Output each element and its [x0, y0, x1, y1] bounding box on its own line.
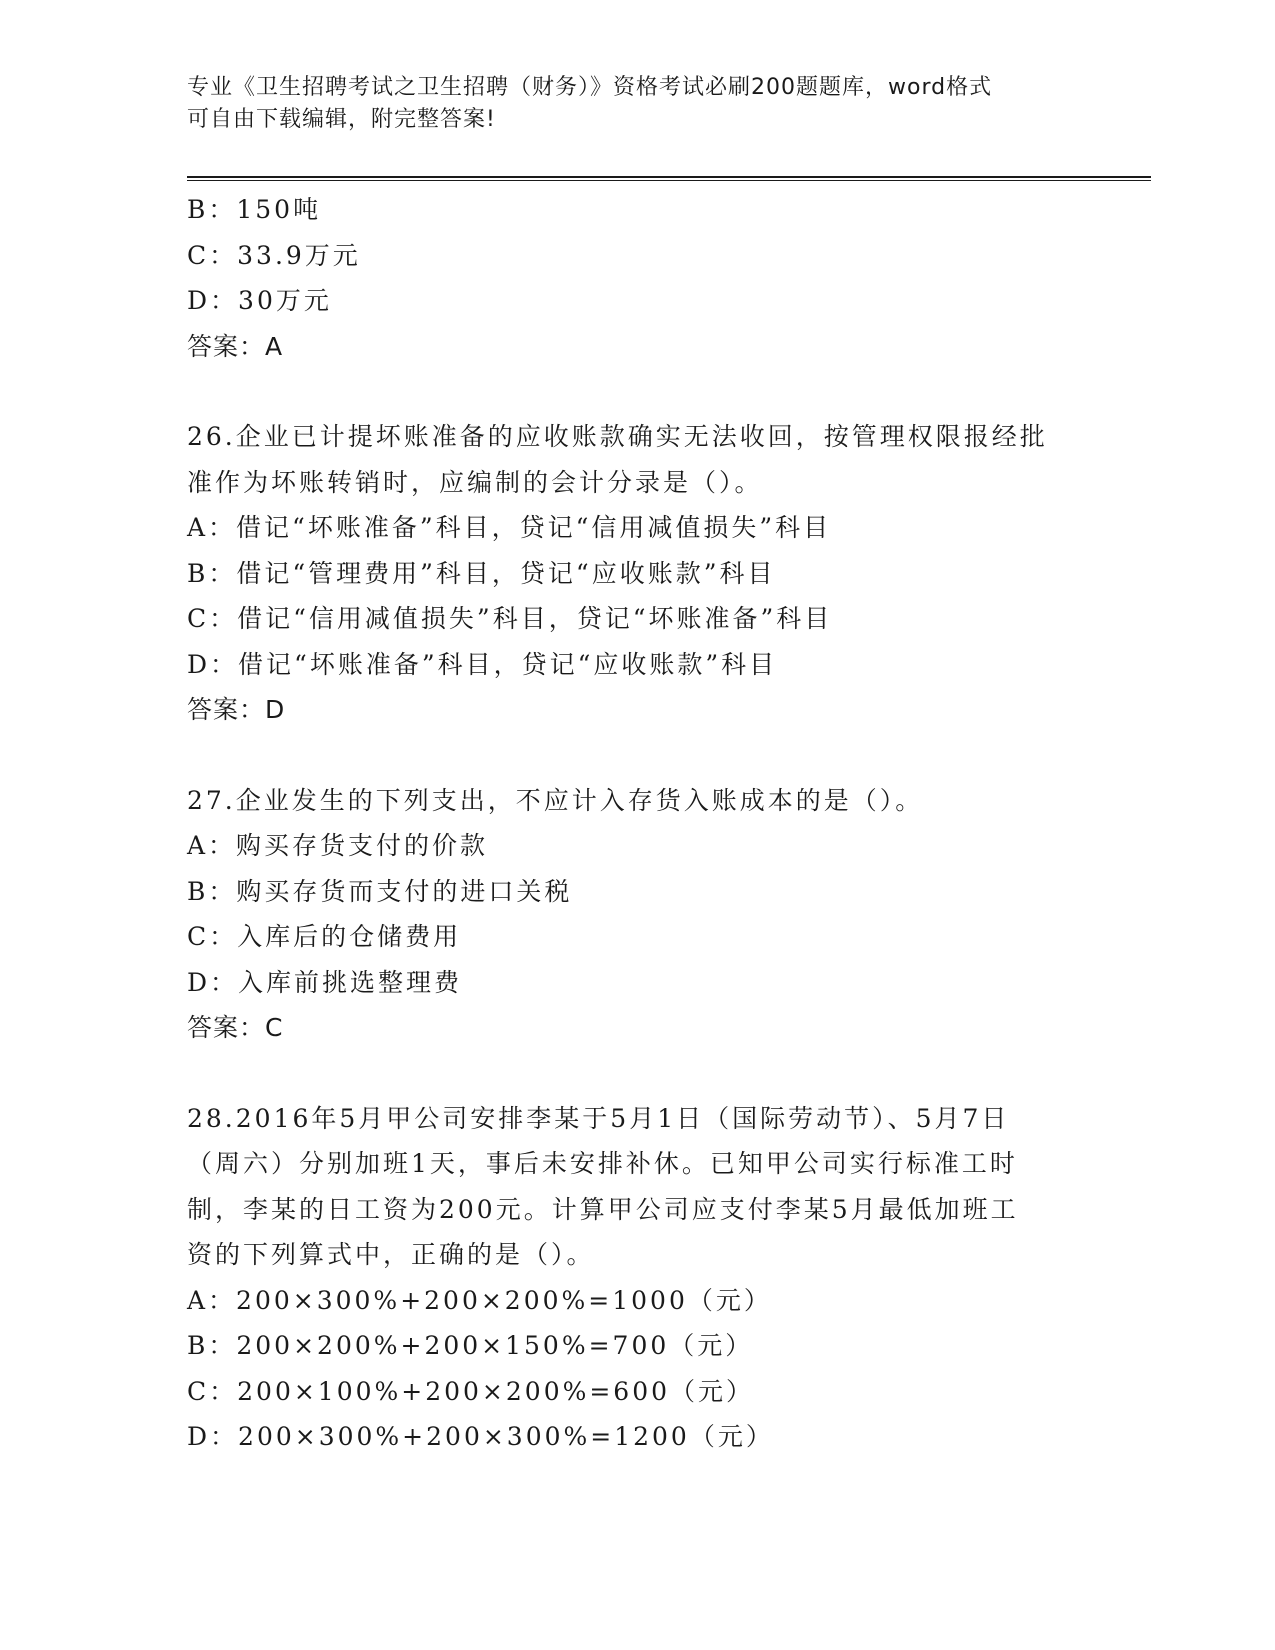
question-stem: 资的下列算式中，正确的是（）。 — [187, 1240, 595, 1269]
option-c: C：借记“信用减值损失”科目，贷记“坏账准备”科目 — [187, 604, 833, 633]
answer-label: 答案：D — [187, 695, 286, 724]
question-stem: （周六）分别加班1天，事后未安排补休。已知甲公司实行标准工时 — [187, 1149, 1018, 1178]
question-27 — [187, 778, 1087, 1051]
question-26 — [187, 414, 1087, 733]
option-c: C：33.9万元 — [187, 240, 361, 270]
question-stem: 27.企业发生的下列支出，不应计入存货入账成本的是（）。 — [187, 785, 924, 815]
header-divider — [187, 176, 1151, 181]
question-stem: 制，李某的日工资为200元。计算甲公司应支付李某5月最低加班工 — [187, 1194, 1019, 1224]
option-c: C：200×100%+200×200%=600（元） — [187, 1376, 755, 1406]
option-c: C：入库后的仓储费用 — [187, 922, 462, 951]
option-a: A：200×300%+200×200%=1000（元） — [187, 1285, 772, 1315]
option-b: B：借记“管理费用”科目，贷记“应收账款”科目 — [187, 558, 776, 588]
option-d: D：借记“坏账准备”科目，贷记“应收账款”科目 — [187, 649, 778, 679]
document-body — [187, 187, 1087, 1460]
header-title-line-2: 可自由下载编辑，附完整答案! — [187, 107, 496, 132]
answer-label: 答案：A — [187, 331, 284, 361]
option-d: D：30万元 — [187, 286, 332, 315]
option-a: A：借记“坏账准备”科目，贷记“信用减值损失”科目 — [187, 513, 832, 542]
option-d: D：入库前挑选整理费 — [187, 967, 463, 997]
question-25-continued — [187, 187, 1087, 369]
answer-label: 答案：C — [187, 1013, 284, 1042]
question-stem: 准作为坏账转销时，应编制的会计分录是（）。 — [187, 467, 763, 497]
question-stem: 28.2016年5月甲公司安排李某于5月1日（国际劳动节）、5月7日 — [187, 1103, 1010, 1133]
question-28 — [187, 1096, 1087, 1460]
option-b: B：150吨 — [187, 195, 322, 224]
document-header — [187, 72, 1087, 136]
question-stem: 26.企业已计提坏账准备的应收账款确实无法收回，按管理权限报经批 — [187, 422, 1048, 451]
option-d: D：200×300%+200×300%=1200（元） — [187, 1422, 774, 1451]
header-title-line-1: 专业《卫生招聘考试之卫生招聘（财务）》资格考试必刷200题题库，word格式 — [187, 75, 993, 100]
option-a: A：购买存货支付的价款 — [187, 831, 489, 860]
option-b: B：购买存货而支付的进口关税 — [187, 876, 573, 906]
option-b: B：200×200%+200×150%=700（元） — [187, 1331, 754, 1360]
